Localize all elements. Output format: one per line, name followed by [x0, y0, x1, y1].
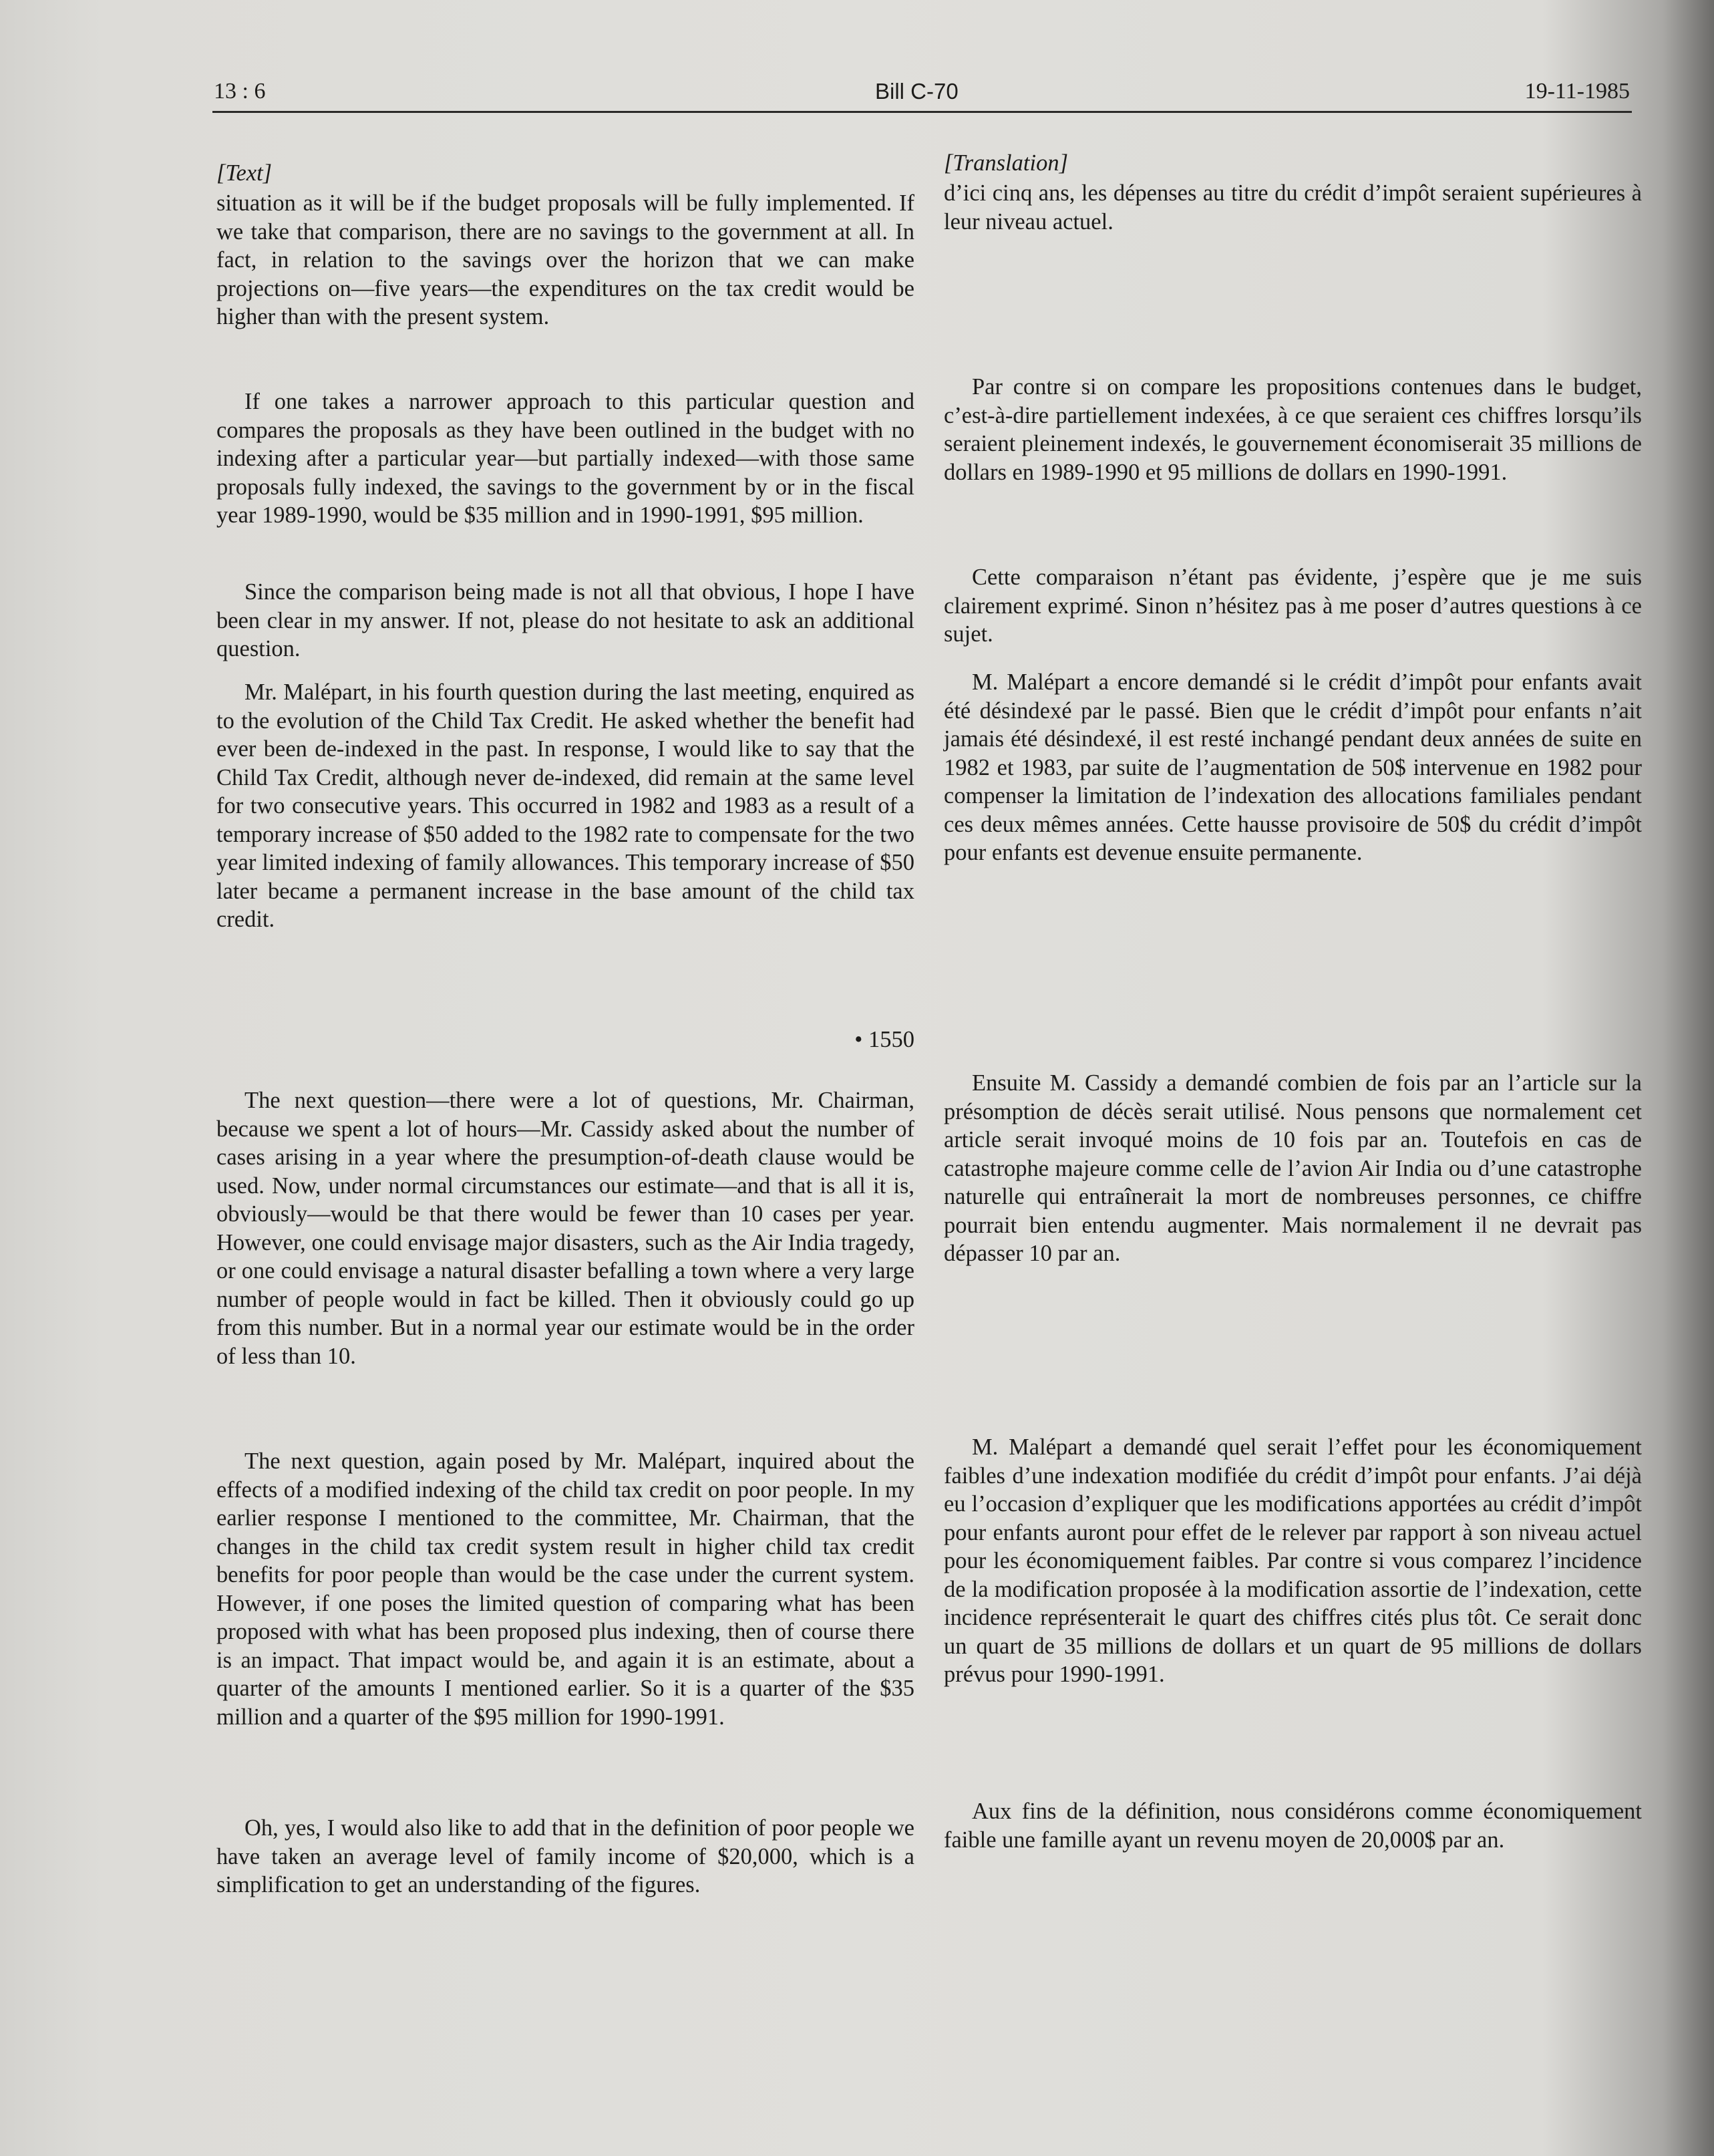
paragraph: Aux fins de la définition, nous considérons comme économiquement faible une famille ayant un revenu moyen de 20,000$ par an. — [944, 1799, 1642, 1853]
document-title: Bill C-70 — [875, 79, 959, 104]
paragraph: The next question, again posed by Mr. Malépart, inquired about the effects of a modified indexing of the child tax credit on poor people. In my earlier response I mentioned to the committee, Mr. Chairman, that the changes in the child tax credit system result in higher child tax credit benefits for poor people than would be the case under the current system. However, if one poses the limited question of comparing what has been proposed with what has been proposed plus indexing, then of course there is an impact. That impact would be, and again it is an estimate, about a quarter of the amounts I mentioned earlier. So it is a quarter of the $35 million and a quarter of the $95 million for 1990-1991. — [216, 1448, 914, 1730]
paragraph: M. Malépart a demandé quel serait l’effet pour les économiquement faibles d’une indexation modifiée du crédit d’impôt pour enfants. J’ai déjà eu l’occasion d’expliquer que les modifications apportées au crédit d’impôt pour enfants auront pour effet de le relever par rapport à son niveau actuel pour les économiquement faibles. Par contre si vous comparez l’incidence de la modification proposée à la modification assortie de l’indexation, cette incidence représenterait le quart des chiffres cités plus tôt. Ce serait donc un quart de 35 millions de dollars et un quart de 95 millions de dollars prévus pour 1990-1991. — [944, 1434, 1642, 1687]
paragraph: Oh, yes, I would also like to add that in the definition of poor people we have taken an average level of family income of $20,000, which is a simplification to get an understanding of the figures. — [216, 1815, 914, 1897]
paragraph: Cette comparaison n’étant pas évidente, j’espère que je me suis clairement exprimé. Sinon n’hésitez pas à me poser d’autres questions à ce sujet. — [944, 565, 1642, 647]
paragraph: situation as it will be if the budget proposals will be fully implemented. If we take that comparison, there are no savings to the government at all. In fact, in relation to the savings over the horizon that we can make projections on—five years—the expenditures on the tax credit would be higher than with the present system. — [216, 190, 914, 329]
column-label-text: [Text] — [216, 160, 273, 186]
document-date: 19-11-1985 — [1524, 79, 1630, 104]
paragraph: Since the comparison being made is not all that obvious, I hope I have been clear in my answer. If not, please do not hesitate to ask an additional question. — [216, 579, 914, 661]
paragraph: Par contre si on compare les propositions contenues dans le budget, c’est-à-dire partiellement indexées, à ce que seraient ces chiffres lorsqu’ils seraient pleinement indexés, le gouvernement économiserait 35 millions de dollars en 1989-1990 et 95 millions de dollars en 1990-1991. — [944, 374, 1642, 485]
time-marker: • 1550 — [854, 1027, 914, 1052]
paragraph: The next question—there were a lot of questions, Mr. Chairman, because we spent a lot of hours—Mr. Cassidy asked about the number of cases arising in a year where the presumption-of-death clause would be used. Now, under normal circumstances our estimate—and that is all it is, obviously—would be that there would be fewer than 10 cases per year. However, one could envisage major disasters, such as the Air India tragedy, or one could envisage a natural disaster befalling a town where a very large number of people would in fact be killed. Then it obviously could go up from this number. But in a normal year our estimate would be in the order of less than 10. — [216, 1088, 914, 1369]
paragraph: Mr. Malépart, in his fourth question during the last meeting, enquired as to the evolution of the Child Tax Credit. He asked whether the benefit had ever been de-indexed in the past. In response, I would like to say that the Child Tax Credit, although never de-indexed, did remain at the same level for two consecutive years. This occurred in 1982 and 1983 as a result of a temporary increase of $50 added to the 1982 rate to compensate for the two year limited indexing of family allowances. This temporary increase of $50 later became a permanent increase in the base amount of the child tax credit. — [216, 679, 914, 932]
paragraph: d’ici cinq ans, les dépenses au titre du crédit d’impôt seraient supérieures à leur niveau actuel. — [944, 180, 1642, 235]
column-label-translation: [Translation] — [944, 150, 1068, 176]
header-rule — [212, 111, 1632, 113]
paragraph: Ensuite M. Cassidy a demandé combien de fois par an l’article sur la présomption de décès serait utilisé. Nous pensons que normalement cet article serait invoqué moins de 10 fois par an. Toutefois en cas de catastrophe majeure comme celle de l’avion Air India ou d’une catastrophe naturelle qui entraînerait la mort de nombreuses personnes, ce chiffre pourrait bien entendu augmenter. Mais normalement il ne devrait pas dépasser 10 par an. — [944, 1070, 1642, 1266]
page-header — [214, 79, 1630, 112]
paragraph: If one takes a narrower approach to this particular question and compares the proposals as they have been outlined in the budget with no indexing after a particular year—but partially indexed—with those same proposals fully indexed, the savings to the government by or in the fiscal year 1989-1990, would be $35 million and in 1990-1991, $95 million. — [216, 389, 914, 528]
paragraph: M. Malépart a encore demandé si le crédit d’impôt pour enfants avait été désindexé par le passé. Bien que le crédit d’impôt pour enfants n’ait jamais été désindexé, il est resté inchangé pendant deux années de suite en 1982 et 1983, par suite de l’augmentation de 50$ intervenue en 1982 pour compenser la limitation de l’indexation des allocations familiales pendant ces deux mêmes années. Cette hausse provisoire de 50$ du crédit d’impôt pour enfants est devenue ensuite permanente. — [944, 669, 1642, 865]
page-number: 13 : 6 — [214, 79, 266, 104]
